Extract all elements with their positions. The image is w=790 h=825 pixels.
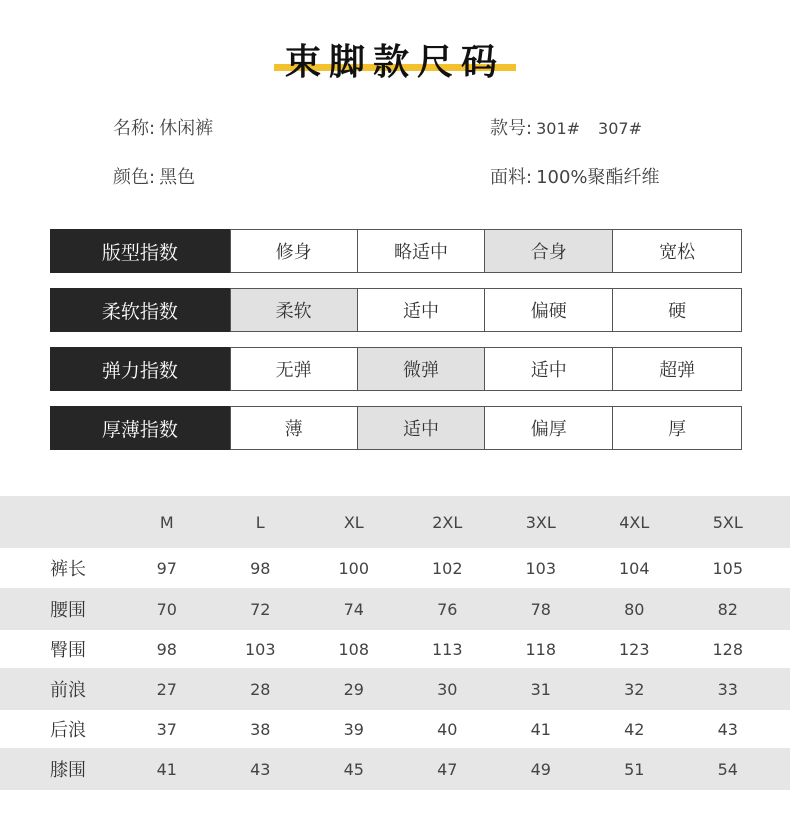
row-label: 前浪	[50, 680, 86, 701]
table-cell: 103	[525, 558, 557, 578]
index-row-label: 厚薄指数	[50, 406, 230, 450]
table-row	[0, 668, 790, 710]
size-table-header	[0, 496, 790, 548]
table-cell: 103	[244, 639, 276, 659]
index-row	[50, 406, 742, 450]
size-header: M	[159, 512, 174, 532]
index-option: 偏厚	[485, 406, 613, 450]
table-cell: 51	[624, 759, 645, 779]
index-option-selected: 微弹	[358, 347, 486, 391]
table-cell: 28	[250, 679, 271, 699]
table-row	[0, 748, 790, 790]
color-label: 颜色:	[113, 167, 156, 188]
size-table	[0, 496, 790, 790]
size-header: 2XL	[432, 512, 463, 532]
index-option: 修身	[230, 229, 358, 273]
name-label: 名称:	[113, 118, 156, 139]
row-label: 裤长	[50, 559, 86, 580]
table-cell: 123	[618, 639, 650, 659]
table-cell: 29	[343, 679, 364, 699]
index-option-selected: 适中	[358, 406, 486, 450]
table-cell: 98	[250, 558, 271, 578]
table-cell: 43	[717, 719, 738, 739]
table-row	[0, 588, 790, 630]
product-color	[113, 163, 195, 189]
size-header: L	[255, 512, 265, 532]
table-cell: 31	[530, 679, 551, 699]
table-cell: 41	[530, 719, 551, 739]
style-number	[490, 114, 642, 140]
table-row	[0, 630, 790, 668]
table-cell: 102	[431, 558, 463, 578]
table-cell: 70	[156, 599, 177, 619]
index-option: 略适中	[358, 229, 486, 273]
index-option: 薄	[230, 406, 358, 450]
size-header: 3XL	[525, 512, 556, 532]
fabric-value: 100%聚酯纤维	[536, 167, 660, 188]
row-label: 腰围	[50, 600, 86, 621]
table-cell: 82	[717, 599, 738, 619]
table-cell: 40	[437, 719, 458, 739]
table-cell: 49	[530, 759, 551, 779]
title-section	[0, 0, 790, 100]
size-table-body	[0, 548, 790, 790]
table-cell: 78	[530, 599, 551, 619]
table-cell: 39	[343, 719, 364, 739]
table-cell: 80	[624, 599, 645, 619]
style-value-2: 307#	[598, 119, 642, 138]
index-row	[50, 347, 742, 391]
index-option-selected: 柔软	[230, 288, 358, 332]
size-header: 4XL	[619, 512, 650, 532]
fabric-label: 面料:	[490, 167, 533, 188]
table-cell: 42	[624, 719, 645, 739]
table-row	[0, 710, 790, 748]
color-value: 黑色	[159, 167, 196, 188]
index-option: 适中	[485, 347, 613, 391]
product-fabric	[490, 163, 660, 189]
table-cell: 76	[437, 599, 458, 619]
table-cell: 98	[156, 639, 177, 659]
index-row-label: 弹力指数	[50, 347, 230, 391]
index-row-label: 柔软指数	[50, 288, 230, 332]
table-cell: 32	[624, 679, 645, 699]
table-row	[0, 548, 790, 588]
style-value-1: 301#	[536, 119, 581, 138]
table-cell: 38	[250, 719, 271, 739]
table-cell: 97	[156, 558, 177, 578]
table-cell: 43	[250, 759, 271, 779]
table-cell: 105	[712, 558, 744, 578]
index-option: 厚	[613, 406, 742, 450]
table-cell: 113	[431, 639, 463, 659]
index-option: 适中	[358, 288, 486, 332]
table-cell: 128	[712, 639, 744, 659]
index-option-selected: 合身	[485, 229, 613, 273]
index-option: 超弹	[613, 347, 742, 391]
table-cell: 45	[343, 759, 364, 779]
row-label: 臀围	[50, 640, 86, 661]
table-cell: 37	[156, 719, 177, 739]
index-option: 无弹	[230, 347, 358, 391]
name-value: 休闲裤	[159, 118, 214, 139]
index-option: 硬	[613, 288, 742, 332]
table-cell: 108	[338, 639, 370, 659]
table-cell: 41	[156, 759, 177, 779]
index-option: 偏硬	[485, 288, 613, 332]
table-cell: 30	[437, 679, 458, 699]
index-row	[50, 288, 742, 332]
index-option: 宽松	[613, 229, 742, 273]
row-label: 后浪	[50, 720, 86, 741]
index-row-label: 版型指数	[50, 229, 230, 273]
product-name	[113, 114, 213, 140]
page-title: 束脚款尺码	[284, 42, 505, 83]
table-cell: 74	[343, 599, 364, 619]
style-label: 款号:	[490, 118, 533, 139]
table-cell: 72	[250, 599, 271, 619]
index-row	[50, 229, 742, 273]
table-cell: 100	[338, 558, 370, 578]
table-cell: 118	[525, 639, 557, 659]
table-cell: 104	[618, 558, 650, 578]
table-cell: 33	[717, 679, 738, 699]
row-label: 膝围	[50, 760, 86, 781]
size-header: 5XL	[712, 512, 743, 532]
table-cell: 27	[156, 679, 177, 699]
table-cell: 47	[437, 759, 458, 779]
table-cell: 54	[717, 759, 738, 779]
size-header: XL	[343, 512, 364, 532]
